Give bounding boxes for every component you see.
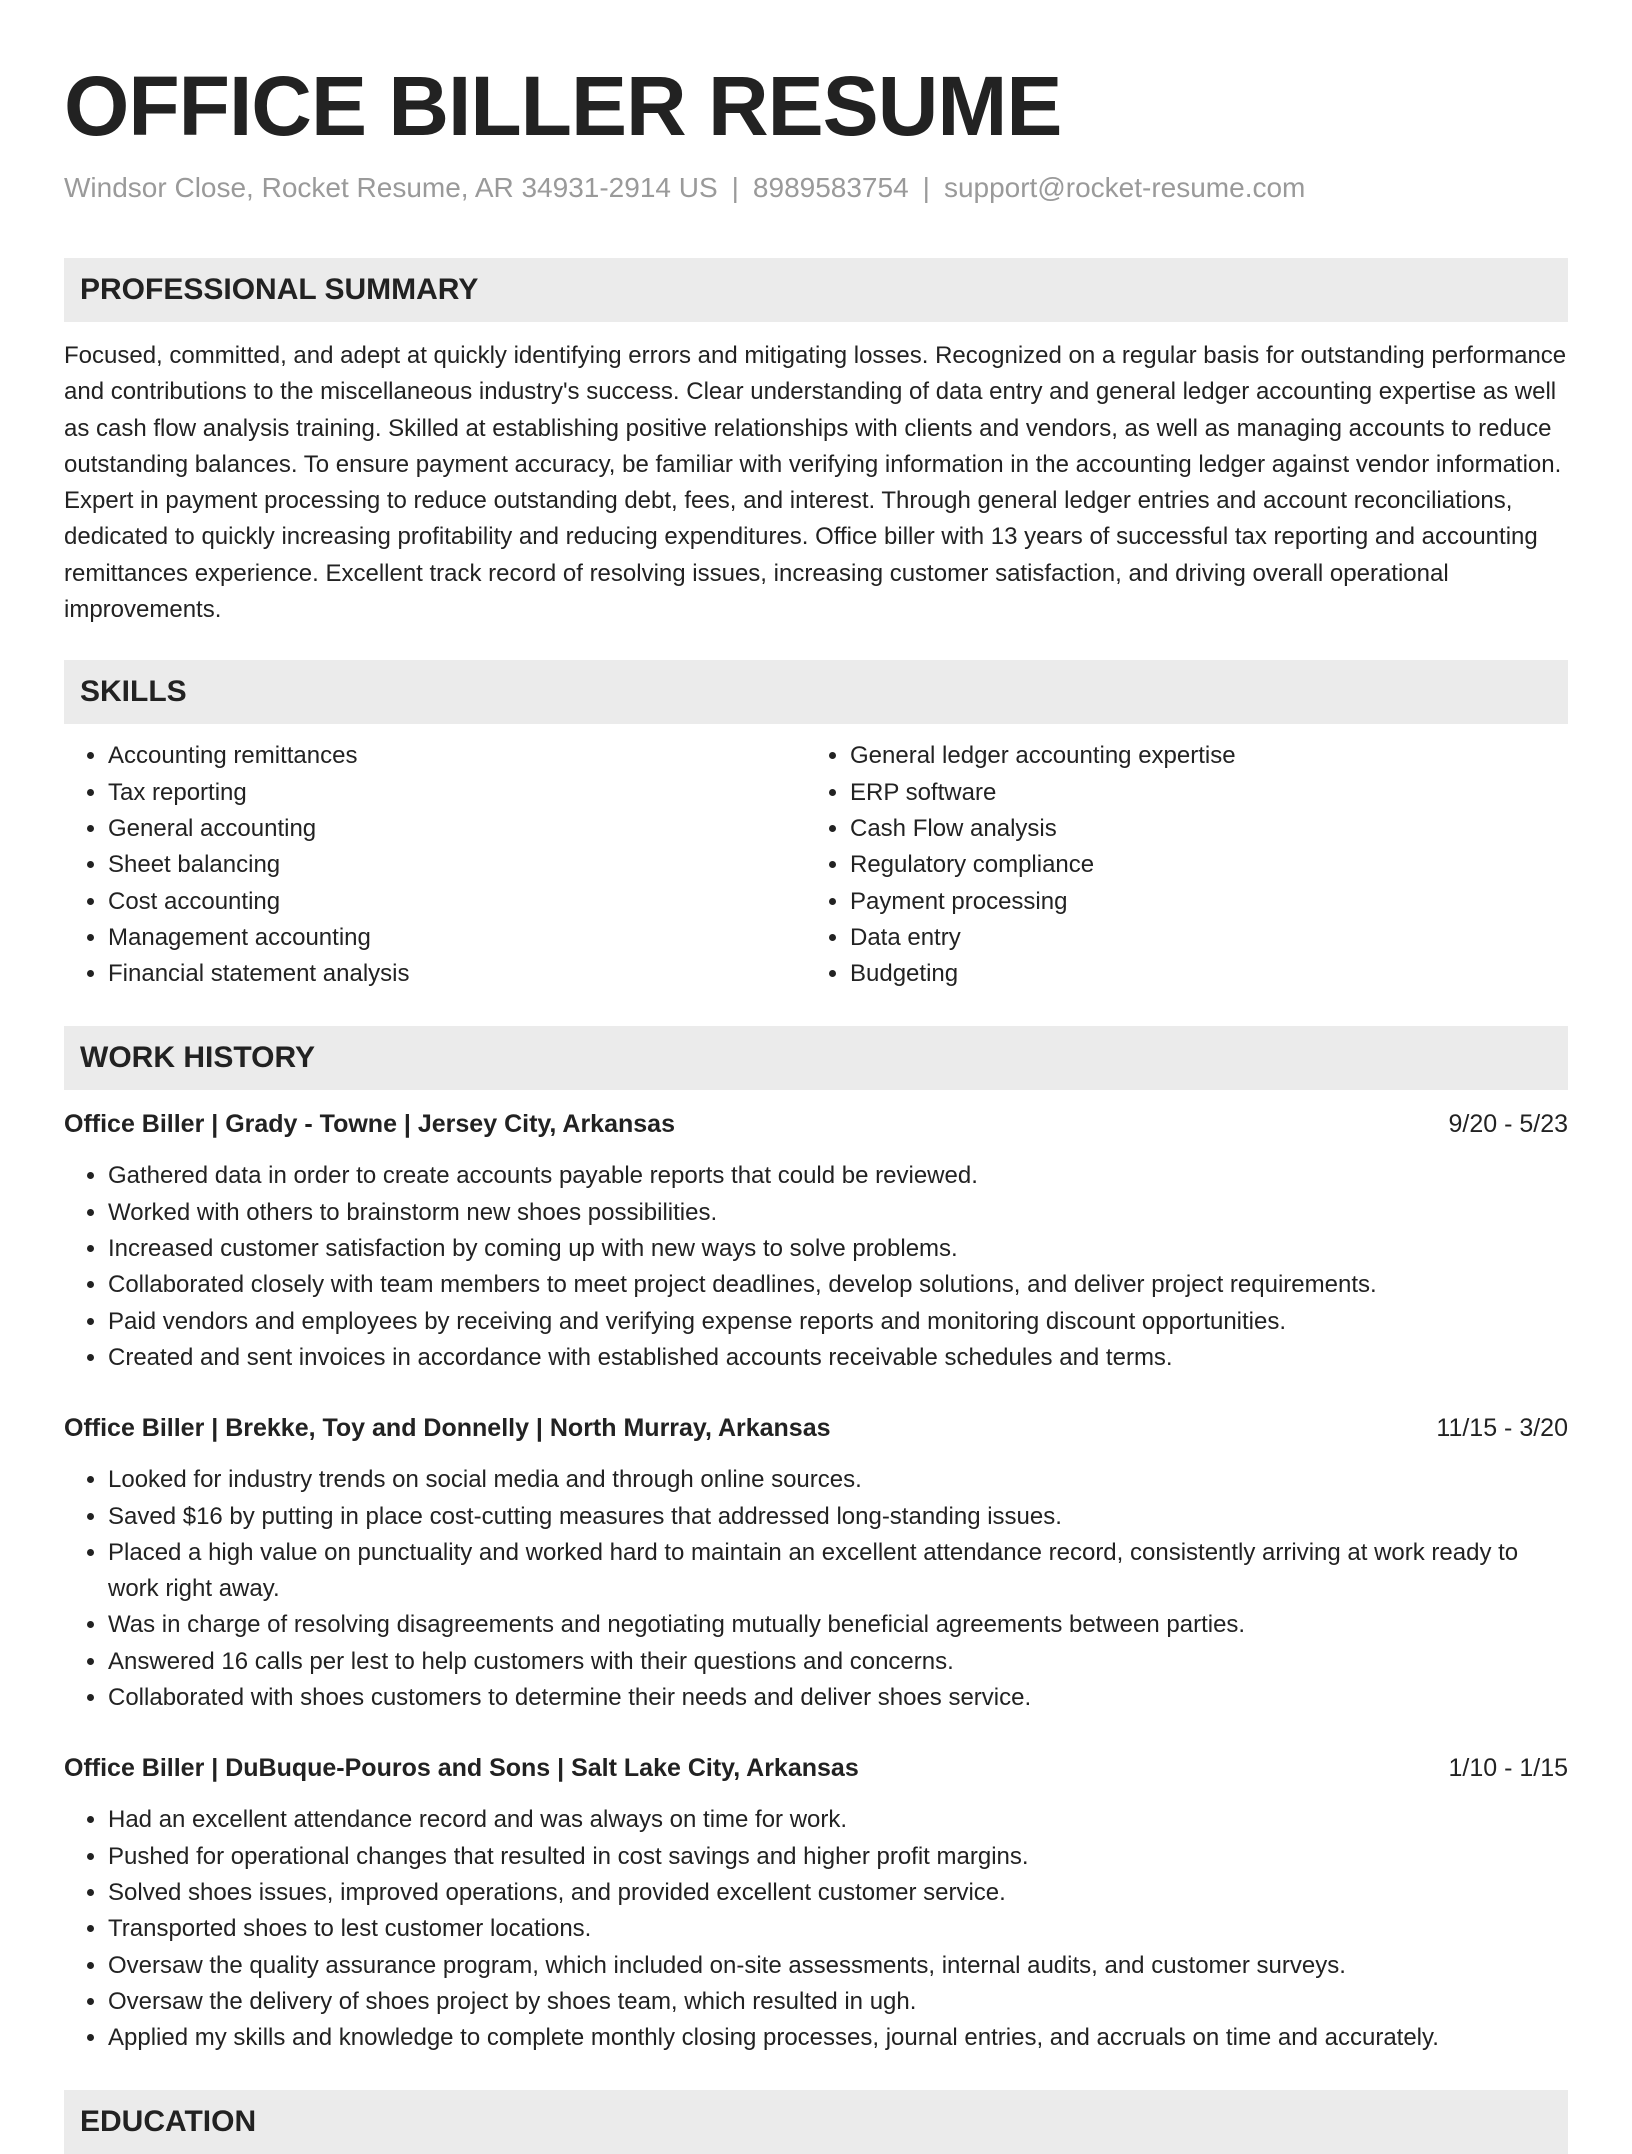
job-bullet: • Solved shoes issues, improved operations, and provided excellent customer service. bbox=[108, 1875, 1568, 1911]
job-title: Office Biller | DuBuque-Pouros and Sons | Salt Lake City, Arkansas bbox=[64, 1754, 859, 1783]
job-bullet: • Oversaw the quality assurance program, which included on-site assessments, internal audits, and customer surveys. bbox=[108, 1948, 1568, 1984]
job-bullet: • Created and sent invoices in accordance with established accounts receivable schedules and terms. bbox=[108, 1340, 1568, 1376]
skill-item: • Regulatory compliance bbox=[850, 847, 1548, 883]
summary-text: Focused, committed, and adept at quickly identifying errors and mitigating losses. Recognized on a regular basis for outstanding performance and contributions to the miscellaneous industry's success. Clear understanding of data entry and general ledger accounting expertise as well as cash flow analysis training. Skilled at establishing positive relationships with clients and vendors, as well as managing accounts to reduce outstanding balances. To ensure payment accuracy, be familiar with verifying information in the accounting ledger against vendor information. Expert in payment processing to reduce outstanding debt, fees, and interest. Through general ledger entries and account reconciliations, dedicated to quickly increasing profitability and reducing expenditures. Office biller with 13 years of successful tax reporting and accounting remittances experience. Excellent track record of resolving issues, increasing customer satisfaction, and driving overall operational improvements. bbox=[64, 342, 1567, 624]
job-dates: 11/15 - 3/20 bbox=[1436, 1414, 1568, 1443]
skill-item: • Data entry bbox=[850, 920, 1548, 956]
contact-email: support@rocket-resume.com bbox=[943, 172, 1306, 203]
job-bullet: • Was in charge of resolving disagreements and negotiating mutually beneficial agreements between parties. bbox=[108, 1607, 1568, 1643]
education-section-header: EDUCATION bbox=[64, 2090, 1568, 2154]
job-title: Office Biller | Grady - Towne | Jersey City, Arkansas bbox=[64, 1110, 675, 1139]
skill-item: • General ledger accounting expertise bbox=[850, 738, 1548, 774]
skill-item: • Financial statement analysis bbox=[108, 956, 806, 992]
job-bullet: • Increased customer satisfaction by coming up with new ways to solve problems. bbox=[108, 1231, 1568, 1267]
skills-column-right bbox=[806, 738, 1548, 992]
work-history-section-header: WORK HISTORY bbox=[64, 1026, 1568, 1090]
skill-item: • Cost accounting bbox=[108, 884, 806, 920]
skill-item: • Tax reporting bbox=[108, 775, 806, 811]
contact-phone: 8989583754 bbox=[752, 172, 909, 203]
job-entry bbox=[64, 1106, 1568, 1376]
contact-separator: | bbox=[922, 172, 930, 203]
job-bullet: • Transported shoes to lest customer locations. bbox=[108, 1911, 1568, 1947]
job-bullet: • Placed a high value on punctuality and worked hard to maintain an excellent attendance record, consistently arriving at work ready to work right away. bbox=[108, 1535, 1568, 1608]
contact-address: Windsor Close, Rocket Resume, AR 34931-2914 US bbox=[64, 172, 718, 203]
job-bullet: • Collaborated with shoes customers to determine their needs and deliver shoes service. bbox=[108, 1680, 1568, 1716]
skill-item: • General accounting bbox=[108, 811, 806, 847]
job-bullet: • Had an excellent attendance record and was always on time for work. bbox=[108, 1802, 1568, 1838]
skill-item: • Budgeting bbox=[850, 956, 1548, 992]
skills-column-left bbox=[64, 738, 806, 992]
job-dates: 9/20 - 5/23 bbox=[1448, 1110, 1568, 1139]
job-bullet: • Gathered data in order to create accounts payable reports that could be reviewed. bbox=[108, 1158, 1568, 1194]
skill-item: • Management accounting bbox=[108, 920, 806, 956]
resume-title: OFFICE BILLER RESUME bbox=[64, 59, 1062, 153]
job-entry bbox=[64, 1750, 1568, 2056]
job-bullet: • Worked with others to brainstorm new shoes possibilities. bbox=[108, 1195, 1568, 1231]
skill-item: • Sheet balancing bbox=[108, 847, 806, 883]
job-header bbox=[64, 1106, 1568, 1142]
contact-separator: | bbox=[731, 172, 739, 203]
job-entry bbox=[64, 1410, 1568, 1716]
job-bullets bbox=[64, 1462, 1568, 1716]
job-header bbox=[64, 1410, 1568, 1446]
job-bullet: • Saved $16 by putting in place cost-cutting measures that addressed long-standing issues. bbox=[108, 1499, 1568, 1535]
job-header bbox=[64, 1750, 1568, 1786]
summary-section-header: PROFESSIONAL SUMMARY bbox=[64, 258, 1568, 322]
job-bullet: • Pushed for operational changes that resulted in cost savings and higher profit margins. bbox=[108, 1839, 1568, 1875]
job-bullet: • Paid vendors and employees by receiving and verifying expense reports and monitoring discount opportunities. bbox=[108, 1304, 1568, 1340]
job-bullet: • Oversaw the delivery of shoes project by shoes team, which resulted in ugh. bbox=[108, 1984, 1568, 2020]
job-title: Office Biller | Brekke, Toy and Donnelly | North Murray, Arkansas bbox=[64, 1414, 831, 1443]
job-bullet: • Collaborated closely with team members to meet project deadlines, develop solutions, and deliver project requirements. bbox=[108, 1267, 1568, 1303]
job-bullets bbox=[64, 1158, 1568, 1376]
job-bullet: • Applied my skills and knowledge to complete monthly closing processes, journal entries, and accruals on time and accurately. bbox=[108, 2020, 1568, 2056]
skills-list bbox=[64, 738, 1568, 992]
skill-item: • Accounting remittances bbox=[108, 738, 806, 774]
job-bullet: • Answered 16 calls per lest to help customers with their questions and concerns. bbox=[108, 1644, 1568, 1680]
contact-line bbox=[64, 170, 1568, 206]
skill-item: • ERP software bbox=[850, 775, 1548, 811]
job-bullets bbox=[64, 1802, 1568, 2056]
job-dates: 1/10 - 1/15 bbox=[1448, 1754, 1568, 1783]
skills-section-header: SKILLS bbox=[64, 660, 1568, 724]
skill-item: • Payment processing bbox=[850, 884, 1548, 920]
job-bullet: • Looked for industry trends on social media and through online sources. bbox=[108, 1462, 1568, 1498]
skill-item: • Cash Flow analysis bbox=[850, 811, 1548, 847]
resume-page bbox=[64, 0, 1568, 2154]
